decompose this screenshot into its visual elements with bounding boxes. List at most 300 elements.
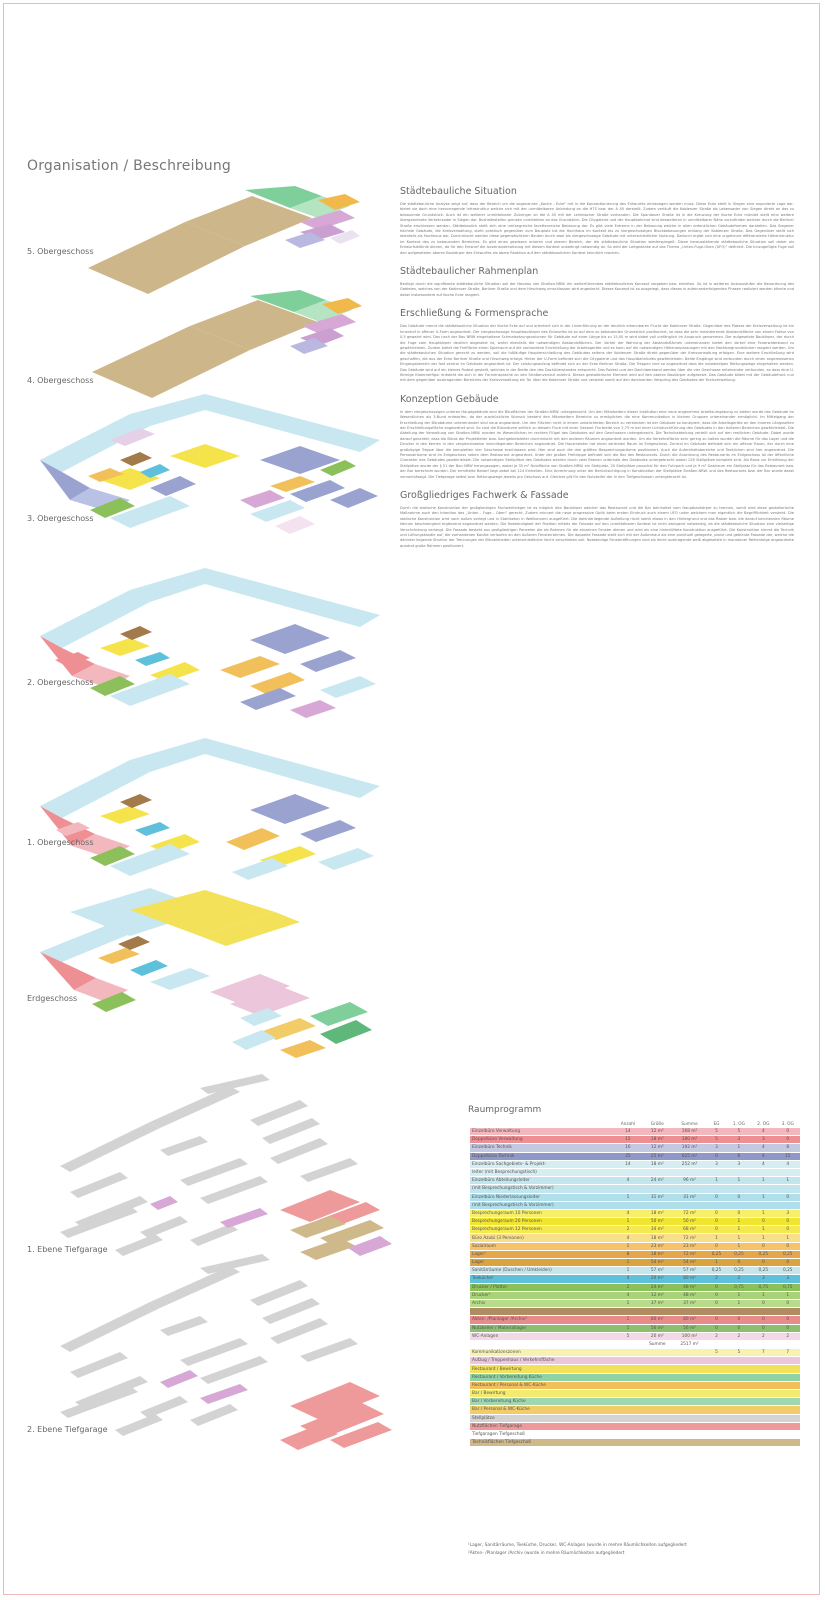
table-row (470, 1299, 800, 1307)
cell-anzahl: 4 (614, 1177, 642, 1185)
legend-cell-og1 (727, 1398, 751, 1406)
cell-groesse (642, 1168, 673, 1176)
legend-cell-og1 (727, 1365, 751, 1373)
section-konzeption (400, 394, 794, 480)
cell-og1: 6 (727, 1152, 751, 1160)
legend-cell-eg (706, 1365, 726, 1373)
table-row (470, 1250, 800, 1258)
cell-og3: 3 (776, 1275, 800, 1283)
cell-og3: 1 (776, 1291, 800, 1299)
table-row (470, 1308, 800, 1316)
raumprogramm-table (470, 1121, 800, 1447)
column-header: EG (706, 1121, 726, 1128)
legend-cell-eg (706, 1422, 726, 1430)
cell-eg: 1 (706, 1177, 726, 1185)
legend-row (470, 1414, 800, 1422)
cell-og3: 0 (776, 1193, 800, 1201)
plan-og1 (40, 738, 380, 880)
cell-og2: 1 (751, 1234, 775, 1242)
cell-og1: 1 (727, 1234, 751, 1242)
raumprogramm-body (470, 1128, 800, 1447)
cell-og3: 0,25 (776, 1267, 800, 1275)
cell-groesse: 24 m² (642, 1177, 673, 1185)
cell-summe: 180 m² (673, 1136, 707, 1144)
cell-og2: 0 (751, 1218, 775, 1226)
section-body: In dem viergeschossigen unteren Hauptgebäude sind die Büroflächen der Straßen.NRW. untergebracht. Um den Mitarbeitern dieser Institution eine neue angenehme Arbeitsumgebung zu bieten wurde das Gebäude im Wesentlichen als 3-Bund entworfen, da der ausdrückliche Wunsch besteht den Mitarbeitern Bereiche zu ermöglichen die eine Kommunikation in kleinen Gruppen untereinander ermöglicht. Im Mittelgang der Erschließung der Bürobäume untereinander sind neue angeordnet. Um den Flächen nicht in einem unbelichteten Bereich zu verstecken ist der Gebäude so konzipiert, dass die Arbeitsgeräte an den inneren Längsseiten der Erschließungsfläche angeordnet sind. So sind die Büroräume seitlich zu diesem Flure mit einer Gesamt Flurbreite von 2,75 m bei einer Lichtdurchführung des Gebäudes in den äußeren Bereichen gewährleistet. Die Abteilung der Verwaltung von Straßen.NRW. wurden im Wesentlichen im rechten Flügel des Gebäudes auf den Geschossen untergebracht. Die Technikabteilung verteilt sich auf den restlichen Gebäude. Dabei wurde darauf geachtet, dass die Büros der Projektleiter bzw. Sachgebietsleiter durchmischt mit den anderen Räumen angeordnet wurden. Um die Verkehrsfläche sehr gering zu halten wurden die Räume für das Lager und die Drucker in den Kernen in den vergleichsweise innenliegenden Bereichen angeordnet. Die Hausmeister hat einen zentralen Raum im Erdgeschoss. Zentral im Gebäude befindet sich ein offener Raum, der durch eine großzügige Treppe über die kompletten vier Geschosse erschlossen wird. Hier sind auch die drei größten Besprechungsräume positioniert. Auch die Aufenthaltsbereiche und Teeküchen sind hier angeordnet. Die Personalräume sind im Erdgeschoss neben dem Restaurant angeordnet. Unter der großen Freitreppe befindet sich die Bar des Restaurants. Durch die Anordnung des Restaurants im Erdgeschoss ist der öffentliche Charakter des Gebäudes gewährleistet. Die notwendigen Stellplätze des Gebäudes werden durch zwei Ebenen unterhalb des Gebäudes untergebracht wobei 126 Stellplätze komplett sind. Als Basis zur Ermittlung der Stellplätze wurde der § 51 der Bau NRW herangezogen, wobei je 35 m² Nutzfläche von Straßen.NRW. ein Stellplatz, 20 Stellplätze pauschal für den Fuhrpark und je 9 m² Gastraum ein Stellplatz für das Restaurant bzw. der Bar berechnet wurden. Der ermittelte Bedarf liegt dabei bei 124 Einheiten. Eine Anrechnung unter der Berücksichtigung in Kombination der Stellplätze Straßen.NRW. und des Restaurants bzw. der Bar wurde dabei vernachlässigt. Die Tiefgarage selbst bzw. Rettungswege jeweils pro Geschoss auf. Gleiches gilt für den Nutzkeller der in den Tiefgeschossen untergebracht ist. (400, 409, 794, 479)
legend-cell-og3 (776, 1406, 800, 1414)
cell-og2: 0,75 (751, 1283, 775, 1291)
legend-cell-og1 (727, 1430, 751, 1438)
cell-og2: 1 (751, 1209, 775, 1217)
cell-anzahl: 2 (614, 1226, 642, 1234)
room-label: leiter (mit Besprechungstisch) (470, 1168, 614, 1176)
room-label: WC-Anlagen (470, 1332, 614, 1340)
legend-row (470, 1381, 800, 1389)
cell-groesse: 56 m² (642, 1324, 673, 1332)
column-header: 2. OG (751, 1121, 775, 1128)
cell-og3: 4 (776, 1160, 800, 1168)
section-fachwerk (400, 490, 794, 549)
cell-groesse: 31 m² (642, 1193, 673, 1201)
cell-og3: 0 (776, 1226, 800, 1234)
table-row (470, 1193, 800, 1201)
cell-og3: 8 (776, 1144, 800, 1152)
cell-eg: 0 (706, 1209, 726, 1217)
legend-cell-eg (706, 1406, 726, 1414)
cell-eg: 3 (706, 1144, 726, 1152)
cell-summe: 23 m² (673, 1242, 707, 1250)
plan-og3 (28, 394, 380, 534)
section-erschliessung (400, 308, 794, 383)
cell-summe: 72 m² (673, 1209, 707, 1217)
legend-cell-og2 (751, 1430, 775, 1438)
cell-groesse: 24 m² (642, 1283, 673, 1291)
room-label: Besprechungsraum 20 Personen (470, 1218, 614, 1226)
cell-og3: 0,75 (776, 1283, 800, 1291)
legend-cell-og3 (776, 1373, 800, 1381)
cell-summe: 48 m² (673, 1283, 707, 1291)
plan-og4 (92, 290, 362, 398)
column-header: 1. OG (727, 1121, 751, 1128)
table-row (470, 1324, 800, 1332)
table-row (470, 1259, 800, 1267)
cell-og3: 3 (776, 1209, 800, 1217)
legend-row (470, 1430, 800, 1438)
cell-og1: 5 (727, 1128, 751, 1136)
cell-anzahl: 25 (614, 1152, 642, 1160)
cell-groesse: 57 m² (642, 1267, 673, 1275)
floor-label-og4: 4. Obergeschoss (27, 376, 94, 385)
plan-og2 (40, 568, 380, 718)
cell-anzahl: 1 (614, 1299, 642, 1307)
legend-label: Bar / Vorbereitung Küche (470, 1398, 706, 1406)
cell-og1: 1 (727, 1242, 751, 1250)
legend-cell-og1 (727, 1422, 751, 1430)
cell-og2: 0 (751, 1259, 775, 1267)
cell-og1 (727, 1185, 751, 1193)
legend-label: Technikflächen Tiefgeschoß (470, 1439, 706, 1447)
cell-summe (673, 1308, 707, 1316)
section-heading: Konzeption Gebäude (400, 393, 499, 405)
room-label: Drucker¹ (470, 1291, 614, 1299)
cell-eg: 0 (706, 1324, 726, 1332)
cell-anzahl: 1 (614, 1316, 642, 1324)
floor-label-og3: 3. Obergeschoss (27, 514, 94, 523)
section-heading: Großgliedriges Fachwerk & Fassade (400, 490, 569, 502)
legend-cell-eg (706, 1398, 726, 1406)
legend-label: Tiefgaragen Tiefgeschoß (470, 1430, 706, 1438)
cell-og1: 0 (727, 1316, 751, 1324)
footnote-1: ¹Lager, Sanitärräume, Teeküche, Drucker, WC-Anlagen (wurde in mehre Räumlichkeiten aufgegliedert (468, 1543, 687, 1548)
legend-cell-og1: 5 (727, 1349, 751, 1357)
room-label: Besprechungsraum 10 Personen (470, 1209, 614, 1217)
cell-groesse: 12 m² (642, 1291, 673, 1299)
cell-eg: 5 (706, 1128, 726, 1136)
section-staedtebau (400, 186, 794, 256)
cell-og3: 0 (776, 1128, 800, 1136)
cell-og1: 0,25 (727, 1250, 751, 1258)
cell-eg (706, 1201, 726, 1209)
legend-cell-og1 (727, 1390, 751, 1398)
table-row (470, 1283, 800, 1291)
cell-eg: 5 (706, 1136, 726, 1144)
room-label: Einzelbüro Sachgebiets- & Projekt- (470, 1160, 614, 1168)
cell-eg: 0,25 (706, 1250, 726, 1258)
room-label: (mit Besprechungstisch & Vorzimmer) (470, 1185, 614, 1193)
cell-og2: 3 (751, 1136, 775, 1144)
legend-label: Kommunikationszonen (470, 1349, 706, 1357)
cell-eg: 0 (706, 1291, 726, 1299)
plan-eg (40, 888, 372, 1058)
cell-groesse (642, 1201, 673, 1209)
table-row (470, 1128, 800, 1136)
cell-summe (673, 1185, 707, 1193)
cell-summe: 252 m² (673, 1160, 707, 1168)
legend-row (470, 1349, 800, 1357)
cell-og2: 1 (751, 1177, 775, 1185)
cell-eg: 1 (706, 1259, 726, 1267)
legend-cell-eg (706, 1430, 726, 1438)
room-label: Nutzkeller / Materiallager (470, 1324, 614, 1332)
cell-og3: 15 (776, 1152, 800, 1160)
cell-og2: 4 (751, 1128, 775, 1136)
cell-summe: 48 m² (673, 1291, 707, 1299)
legend-row (470, 1439, 800, 1447)
legend-cell-og2 (751, 1414, 775, 1422)
floor-label-tg1: 1. Ebene Tiefgarage (27, 1245, 108, 1254)
cell-summe: 31 m² (673, 1193, 707, 1201)
legend-cell-og2 (751, 1381, 775, 1389)
cell-summe: 50 m² (673, 1218, 707, 1226)
legend-cell-og3 (776, 1365, 800, 1373)
cell-og2: 1 (751, 1226, 775, 1234)
cell-og1 (727, 1201, 751, 1209)
cell-summe: 80 m² (673, 1275, 707, 1283)
cell-og2: 2 (751, 1332, 775, 1340)
legend-cell-eg: 5 (706, 1349, 726, 1357)
cell-groesse: 12 m² (642, 1128, 673, 1136)
column-header: Größe (642, 1121, 673, 1128)
room-label: Lager¹ (470, 1250, 614, 1258)
cell-groesse: 80 m² (642, 1316, 673, 1324)
plan-og5 (88, 186, 360, 294)
legend-cell-og2 (751, 1439, 775, 1447)
legend-row (470, 1398, 800, 1406)
section-body: Durch die statische Konstruktion der großgliedrigen Fachwerkträger ist es möglich den Baukörper welcher das Restaurant und die Bar beinhaltet vom Hauptbaukörper zu trennen, somit wird diese gestalterische Maßnahme auch den Intention des „Unten - Fuge - Oben" gerecht. Zudem erinnert die neue progressive Optik beim ersten Eindruck auch einem UFO unter welchem man eigentlich die Begrifflichkeit versteht. Die statische Konstruktion wird nach außen verlegt und in Stahlbeton in Wellkonvent ausgeführt. Die dahinterliegende Aufteilung rückt somit etwas in den Hintergrund und das Raster bzw. die darauf beruhenden Räume können beschwingend ergänzend angeordnet werden. Die Notwendigkeit der Position mittels der Fassade auf den unmittelbaren Kontext ist nicht zwingend notwendig, da die städtebauliche Situation eine vielseitige Verschränkung verlangt. Die Fassade besteht aus großgliedrigen Paneelen die als Rahmen für die einzelnen Fenster dienen und wird als eine hinterlüftete Konstruktion ausgeführt. Die Konstruktion nimmt die Technik und Lüftungskanäle auf, die vorhandenen Kanäle verlaufen an den äußeren Fensterrahmen. Die doppelte Fassade stellt sich mit der Außenhaut als eine punktuell gelagerte, plane und gebürste Fassade dar, welche die dahinter liegende Struktur der Trennungen der Büroeinheiten unterschiedlicher leicht verschieben soll. Notwendige Fensteröffnungen sind als leicht auskragende weiß abgesetzte in monotoner Reihenfolge angeordnete quadrat große Rahmen positioniert. (400, 506, 794, 548)
legend-cell-og1 (727, 1381, 751, 1389)
cell-summe: 72 m² (673, 1234, 707, 1242)
cell-eg: 0 (706, 1299, 726, 1307)
sum-value: 2517 m² (673, 1340, 707, 1348)
cell-anzahl: 4 (614, 1234, 642, 1242)
cell-og3: 0 (776, 1242, 800, 1250)
room-label: Teeküche¹ (470, 1275, 614, 1283)
legend-cell-og3 (776, 1439, 800, 1447)
table-row (470, 1316, 800, 1324)
table-row (470, 1136, 800, 1144)
legend-cell-og2 (751, 1373, 775, 1381)
legend-cell-og3 (776, 1381, 800, 1389)
legend-label: Bar / Personal & WC-Küche (470, 1406, 706, 1414)
table-row (470, 1152, 800, 1160)
cell-og3 (776, 1185, 800, 1193)
legend-cell-og2: 7 (751, 1349, 775, 1357)
cell-summe: 100 m² (673, 1332, 707, 1340)
sum-spacer (706, 1340, 800, 1348)
cell-summe: 96 m² (673, 1177, 707, 1185)
room-label: Archiv (470, 1299, 614, 1307)
table-row (470, 1177, 800, 1185)
table-row (470, 1242, 800, 1250)
cell-eg: 0 (706, 1152, 726, 1160)
cell-og3: 0 (776, 1324, 800, 1332)
legend-label: Aufzug / Treppenhaus / Verkehrsfläche (470, 1357, 706, 1365)
cell-summe: 37 m² (673, 1299, 707, 1307)
section-heading: Städtebaulicher Rahmenplan (400, 266, 539, 278)
room-label: Lager (470, 1259, 614, 1267)
room-label: Sanitärräume (Duschen / Umkleiden) (470, 1267, 614, 1275)
cell-eg: 1 (706, 1234, 726, 1242)
legend-row (470, 1390, 800, 1398)
room-label: Büro Azubi (3 Personen) (470, 1234, 614, 1242)
legend-cell-og3 (776, 1414, 800, 1422)
cell-og2: 0,25 (751, 1267, 775, 1275)
cell-groesse: 20 m² (642, 1275, 673, 1283)
floor-label-tg2: 2. Ebene Tiefgarage (27, 1425, 108, 1434)
table-row (470, 1234, 800, 1242)
cell-anzahl: 1 (614, 1324, 642, 1332)
room-label: Akten- /Planlager /Archiv² (470, 1316, 614, 1324)
section-heading: Städtebauliche Situation (400, 186, 517, 197)
cell-og1: 0 (727, 1193, 751, 1201)
section-body: Die städtebauliche Analyse zeigt auf, dass der Bereich um die sogenannte „Koche - Ecke" mit in die Konzeptionierung des Entwurfes einbezogen werden muss. Diese Ecke stellt in Siegen eine exponierte Lage dar, bietet sie doch eine hervorragende Infrastruktur welche sich mit der unmittelbaren Anbindung an die HTS bzw. der A 45 darstellt. Zudem verläuft die Koblenzer Straße als Lebensader von Siegen direkt an das zu bebauende Grundstück. Auch ist ein weiterer unmittelbarer Zubringer an die A 45 mit der Leimbacher Straße vorhanden. Die Spandauer Straße ist in die Kreuzung der Koche Ecke mündet stellt eine weitere übergeordnete Verkehrsader in Siegen dar. Bushaltestellen grenzen unmittelbar an das Grundstück. Die Citygalerie und der Hauptbahnhof sind desweiteren in unmittelbarer Nähe vorzufinden welcher durch die Berliner Straße erschlossen werden. Städtebaulich stellt sich eine umfangreiche facettenreiche Bebauung dar. Es gibt viele Extreme in der Bebauung welche in allen erdenklichen Gebäudeformen darstellen. Das Siegener höchste Gebäude, die Kreisverwaltung, steht praktisch gegenüber zum Bauplatz bis die Hochhaus im Kontext bis zu viergeschossigen Blockbebauungen entlang der Koblenzer Straße. Das Gegenüber stellt sich ebenfalls als Hochhaus dar. Durchmischt werden diese gegensätzlichen Bauten durch zwei bis viergeschossige Gebäude mit unterschiedlicher Nutzung. Dadurch ergibt sich eine ungeheure differenzierte Höhenstruktur im Kontext des zu bebauenden Bereiches. Es gibt einen gewissen unteren und oberen Bereich, der die städtebauliche Situation wiederspiegelt. Diese herausstehende städtebauliche Situation soll daher als Entwurfsleitlinie dienen, da für den Entwurf die Auseinandersetzung mit diesem Kontext unbedingt notwendig ist. So wird der Leitgedanke auf das Thema „Unten-Fuge-Oben (UFO)" definiert. Die hinzugefügte Fuge soll den aufgesetzten oberen Baukörper des Entwurfes als obere Reaktion auf den städtebaulichen Kontext kenntlich machen. (400, 202, 794, 255)
table-row (470, 1226, 800, 1234)
legend-cell-og2 (751, 1390, 775, 1398)
cell-anzahl: 4 (614, 1275, 642, 1283)
page-title: Organisation / Beschreibung (27, 158, 232, 174)
cell-og2: 0 (751, 1316, 775, 1324)
cell-og1 (727, 1308, 751, 1316)
cell-summe: 57 m² (673, 1267, 707, 1275)
cell-eg: 0,25 (706, 1267, 726, 1275)
table-row (470, 1332, 800, 1340)
cell-anzahl (614, 1168, 642, 1176)
cell-anzahl: 4 (614, 1209, 642, 1217)
cell-og2: 0,25 (751, 1250, 775, 1258)
cell-groesse: 23 m² (642, 1242, 673, 1250)
cell-groesse: 50 m² (642, 1218, 673, 1226)
cell-eg (706, 1308, 726, 1316)
description-column (400, 186, 794, 559)
cell-anzahl: 2 (614, 1283, 642, 1291)
cell-og1: 1 (727, 1226, 751, 1234)
table-row (470, 1185, 800, 1193)
floor-plans-drawing (0, 0, 400, 1600)
legend-cell-eg (706, 1414, 726, 1422)
section-rahmenplan (400, 266, 794, 298)
section-heading: Erschließung & Formensprache (400, 308, 549, 320)
cell-summe: 56 m² (673, 1324, 707, 1332)
legend-cell-og3 (776, 1422, 800, 1430)
table-row (470, 1291, 800, 1299)
cell-groesse: 54 m² (642, 1259, 673, 1267)
cell-groesse: 18 m² (642, 1250, 673, 1258)
cell-anzahl: 1 (614, 1193, 642, 1201)
cell-og2: 1 (751, 1193, 775, 1201)
cell-og2: 1 (751, 1291, 775, 1299)
cell-anzahl: 1 (614, 1242, 642, 1250)
cell-og1: 2 (727, 1332, 751, 1340)
cell-og3: 0,25 (776, 1250, 800, 1258)
cell-og2 (751, 1168, 775, 1176)
cell-og3 (776, 1201, 800, 1209)
raumprogramm-title: Raumprogramm (468, 1105, 542, 1115)
cell-og3 (776, 1168, 800, 1176)
cell-anzahl (614, 1185, 642, 1193)
cell-groesse: 25 m² (642, 1152, 673, 1160)
cell-eg (706, 1185, 726, 1193)
floor-label-eg: Erdgeschoss (27, 994, 78, 1003)
plan-tg1 (60, 1074, 392, 1260)
legend-cell-og2 (751, 1357, 775, 1365)
cell-groesse: 18 m² (642, 1209, 673, 1217)
cell-og3 (776, 1308, 800, 1316)
cell-groesse (642, 1308, 673, 1316)
cell-og1: 1 (727, 1218, 751, 1226)
room-label: Sozialraum (470, 1242, 614, 1250)
cell-summe (673, 1201, 707, 1209)
room-label: Einzelbüro Niederlassungsleiter (470, 1193, 614, 1201)
legend-label: Restaurant / Bewirtung (470, 1365, 706, 1373)
cell-summe (673, 1168, 707, 1176)
cell-eg: 0 (706, 1193, 726, 1201)
cell-og1: 3 (727, 1160, 751, 1168)
legend-cell-eg (706, 1439, 726, 1447)
legend-label: Restaurant / Vorbereitung Küche (470, 1373, 706, 1381)
legend-label: Bar / Bewirtung (470, 1390, 706, 1398)
cell-og1: 0 (727, 1259, 751, 1267)
room-label (470, 1308, 614, 1316)
table-row (470, 1160, 800, 1168)
room-label: Doppelbüro Technik (470, 1152, 614, 1160)
cell-og2: 0 (751, 1324, 775, 1332)
cell-anzahl (614, 1308, 642, 1316)
cell-og1: 0 (727, 1324, 751, 1332)
legend-cell-eg (706, 1390, 726, 1398)
cell-og1: 1 (727, 1299, 751, 1307)
footnote-2: ²Akten- /Planlager /Archiv (wurde in mehre Räumlichkeiten aufgegliedert (468, 1551, 625, 1556)
cell-eg: 0 (706, 1226, 726, 1234)
cell-og1: 3 (727, 1136, 751, 1144)
cell-og1: 2 (727, 1275, 751, 1283)
legend-cell-og2 (751, 1365, 775, 1373)
cell-summe: 625 m² (673, 1152, 707, 1160)
cell-og2: 4 (751, 1152, 775, 1160)
legend-cell-og2 (751, 1406, 775, 1414)
legend-cell-og1 (727, 1439, 751, 1447)
legend-cell-og1 (727, 1414, 751, 1422)
legend-label: Nutzflächen Tiefgarage (470, 1422, 706, 1430)
legend-cell-og1 (727, 1357, 751, 1365)
cell-anzahl: 4 (614, 1291, 642, 1299)
column-header: Summe (673, 1121, 707, 1128)
sum-row (470, 1340, 800, 1348)
cell-og3: 0 (776, 1316, 800, 1324)
cell-og2: 4 (751, 1160, 775, 1168)
cell-summe: 168 m² (673, 1128, 707, 1136)
table-row (470, 1275, 800, 1283)
legend-row (470, 1357, 800, 1365)
legend-row (470, 1422, 800, 1430)
legend-row (470, 1365, 800, 1373)
room-label: Besprechungsraum 12 Personen (470, 1226, 614, 1234)
cell-og2: 4 (751, 1144, 775, 1152)
cell-og1: 0,75 (727, 1283, 751, 1291)
legend-cell-og1 (727, 1373, 751, 1381)
cell-og3: 0 (776, 1259, 800, 1267)
cell-og2: 0 (751, 1299, 775, 1307)
cell-anzahl: 14 (614, 1160, 642, 1168)
floor-label-og1: 1. Obergeschoss (27, 838, 94, 847)
cell-og1: 0 (727, 1209, 751, 1217)
cell-og1: 1 (727, 1144, 751, 1152)
cell-anzahl: 5 (614, 1332, 642, 1340)
legend-cell-og3 (776, 1390, 800, 1398)
cell-anzahl: 14 (614, 1128, 642, 1136)
cell-og3: 0 (776, 1136, 800, 1144)
legend-cell-og1 (727, 1406, 751, 1414)
cell-groesse: 18 m² (642, 1136, 673, 1144)
cell-og1: 1 (727, 1177, 751, 1185)
table-row (470, 1267, 800, 1275)
cell-anzahl: 16 (614, 1144, 642, 1152)
column-header: Anzahl (614, 1121, 642, 1128)
cell-anzahl (614, 1201, 642, 1209)
cell-eg: 0 (706, 1316, 726, 1324)
cell-eg: 2 (706, 1275, 726, 1283)
cell-eg: 0 (706, 1218, 726, 1226)
room-label: Drucker / Plotter (470, 1283, 614, 1291)
cell-anzahl: 1 (614, 1218, 642, 1226)
cell-og2 (751, 1201, 775, 1209)
cell-groesse: 37 m² (642, 1299, 673, 1307)
cell-og1 (727, 1168, 751, 1176)
section-body: Das Gebäude nimmt die städtebauliche Situation der Koche Ecke auf und orientiert sich in der Linienführung an der deutlich erkennbaren Flucht der Koblenzer Straße. Gegenüber des Platzes der Kreisverwaltung ist ein Innenhof in offener U-Form angeordnet. Der viergeschossige Hauptbaukörper des Entwurfes ist so auf dem zu bebauenden Grundstück positioniert, so dass die sehr meanderende Abstandsfläche von einem Faktor von 0,5 gewahrt wird. Das nach der Bau NRW eingehaltene Schmalsetzungsvolumen für Gebäude auf einer Länge bis zu 15,00 m wird dabei voll umfänglich im Anspruch genommen. Der aufgesetzte Baukörper, der durch die Fuge vom Hauptkörper deutlich abgesetzt ist, wahrt ebenfalls die notwendigen Abstandsflächen. Der Vorteil der Wahrung der Abstandsflächen untereinander bietet den Vorteil eine Feuerwiderstand zu gewährleisten. Zudem bietet die Freifläche einen Spielraum auf die vorhandene Erschließung der Arbeitsgeräte und es kann auf die notwendigen Höhenanpassungen mit den Nachbargrundstücken reagiert werden. Um die städtebaulichen Situation gerecht zu werden, soll die fußläufige Haupterschließung des Gebäudes seitens der Koblenzer Straße direkt gegenüber der Kreisverwaltung erfolgen. Eine weitere Erschließung wird geschaffen, die aus der Ecke Berliner Straße und Hirschweg erfolgt. Hinter der U-Form befindet sich die Citygalerie und das Hauptbahnhofes gewährleisten. Beide Eingänge sind verbunden durch einen angemessenen Eingangsbereich der fast zentral im Gebäude angeordnet ist. Der Leistungsaufzug befindet sich an der Ecke Berliner Straße. Die Treppen sind so angeordnet dass die notwendigen Rettungswege eingehalten werden. Das Gebäude wird auf ein kleines Podest gestellt, welches in der Breite den des Dachüberstandes entspricht. Das Podest und der Dachüberstand werden über die vier Geschosse miteinander verbunden, so dass eine U-förmige Klammerfigur entsteht die sich in der Formensprache an den Straßenverlauf anlehnt. Dieses gestalterische Element wird auf den oberen Baukörper aufgesetzt. Das Gebäude bildet mit der Gebäudefront nun mit dem gegenüber auskragenden Bereiches der Kreisverwaltung ein Tor über die Koblenzer Straße und verweist somit auf den dominanten Verspring des Gebäudes der Kreisverwaltung. (400, 324, 794, 383)
legend-cell-og2 (751, 1422, 775, 1430)
table-row (470, 1168, 800, 1176)
legend-label: Stellplätze (470, 1414, 706, 1422)
table-row (470, 1209, 800, 1217)
